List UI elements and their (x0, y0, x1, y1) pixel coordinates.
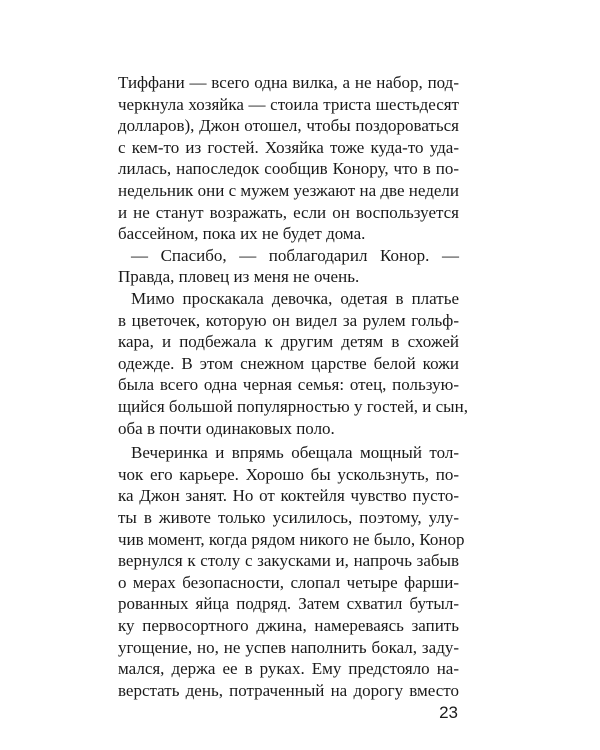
text-line: верстать день, потраченный на дорогу вместо (118, 680, 459, 700)
text-line: недельник они с мужем уезжают на две недели (118, 181, 459, 200)
text-line: о мерах безопасности, слопал четыре фарши- (118, 572, 459, 592)
text-line: ка Джон занят. Но от коктейля чувство пусто- (118, 486, 459, 506)
text-line: рованных яйца подряд. Затем схватил бутыл- (118, 594, 459, 614)
text-line: — Спасибо, — поблагодарил Конор. — (131, 245, 459, 265)
text-line: Вечеринка и впрямь обещала мощный тол- (131, 443, 459, 463)
text-line: угощение, но, не успев наполнить бокал, заду- (118, 637, 459, 657)
text-line: Мимо проскакала девочка, одетая в платье (131, 289, 459, 308)
text-line: ты в животе только усилилось, поэтому, улу- (118, 508, 459, 527)
text-line: ку первосортного джина, намереваясь запить (118, 616, 459, 635)
text-line: с кем-то из гостей. Хозяйка тоже куда-то уда- (118, 137, 459, 157)
text-line: Правда, пловец из меня не очень. (118, 267, 360, 287)
text-line: кара, и подбежала к другим детям в схожей (118, 332, 459, 352)
text-line: щийся большой популярностью у гостей, и сын, (118, 397, 468, 416)
text-line: мался, держа ее в руках. Ему предстояло на- (118, 659, 459, 679)
text-line: вернулся к столу с закусками и, напрочь забыв (118, 551, 459, 571)
text-line: бассейном, пока их не будет дома. (118, 224, 366, 244)
text-line: была всего одна черная семья: отец, пользую- (118, 375, 459, 395)
text-line: чив момент, когда рядом никого не было, Конор (118, 529, 465, 549)
page-number: 23 (439, 703, 458, 722)
text-line: оба в почти одинаковых поло. (118, 418, 335, 438)
text-line: черкнула хозяйка — стоила триста шестьдесят (118, 94, 459, 114)
text-line: лилась, напоследок сообщив Конору, что в по- (118, 159, 459, 179)
text-line: в цветочек, которую он видел за рулем гольф- (118, 310, 459, 330)
text-line: и не станут возражать, если он воспользуется (118, 202, 459, 222)
text-line: одежде. В этом снежном царстве белой кожи (118, 353, 459, 373)
text-line: долларов), Джон отошел, чтобы поздороваться (118, 116, 459, 136)
text-line: чок его карьере. Хорошо бы ускользнуть, по- (118, 464, 459, 484)
text-line: Тиффани — всего одна вилка, а не набор, под- (118, 73, 459, 92)
